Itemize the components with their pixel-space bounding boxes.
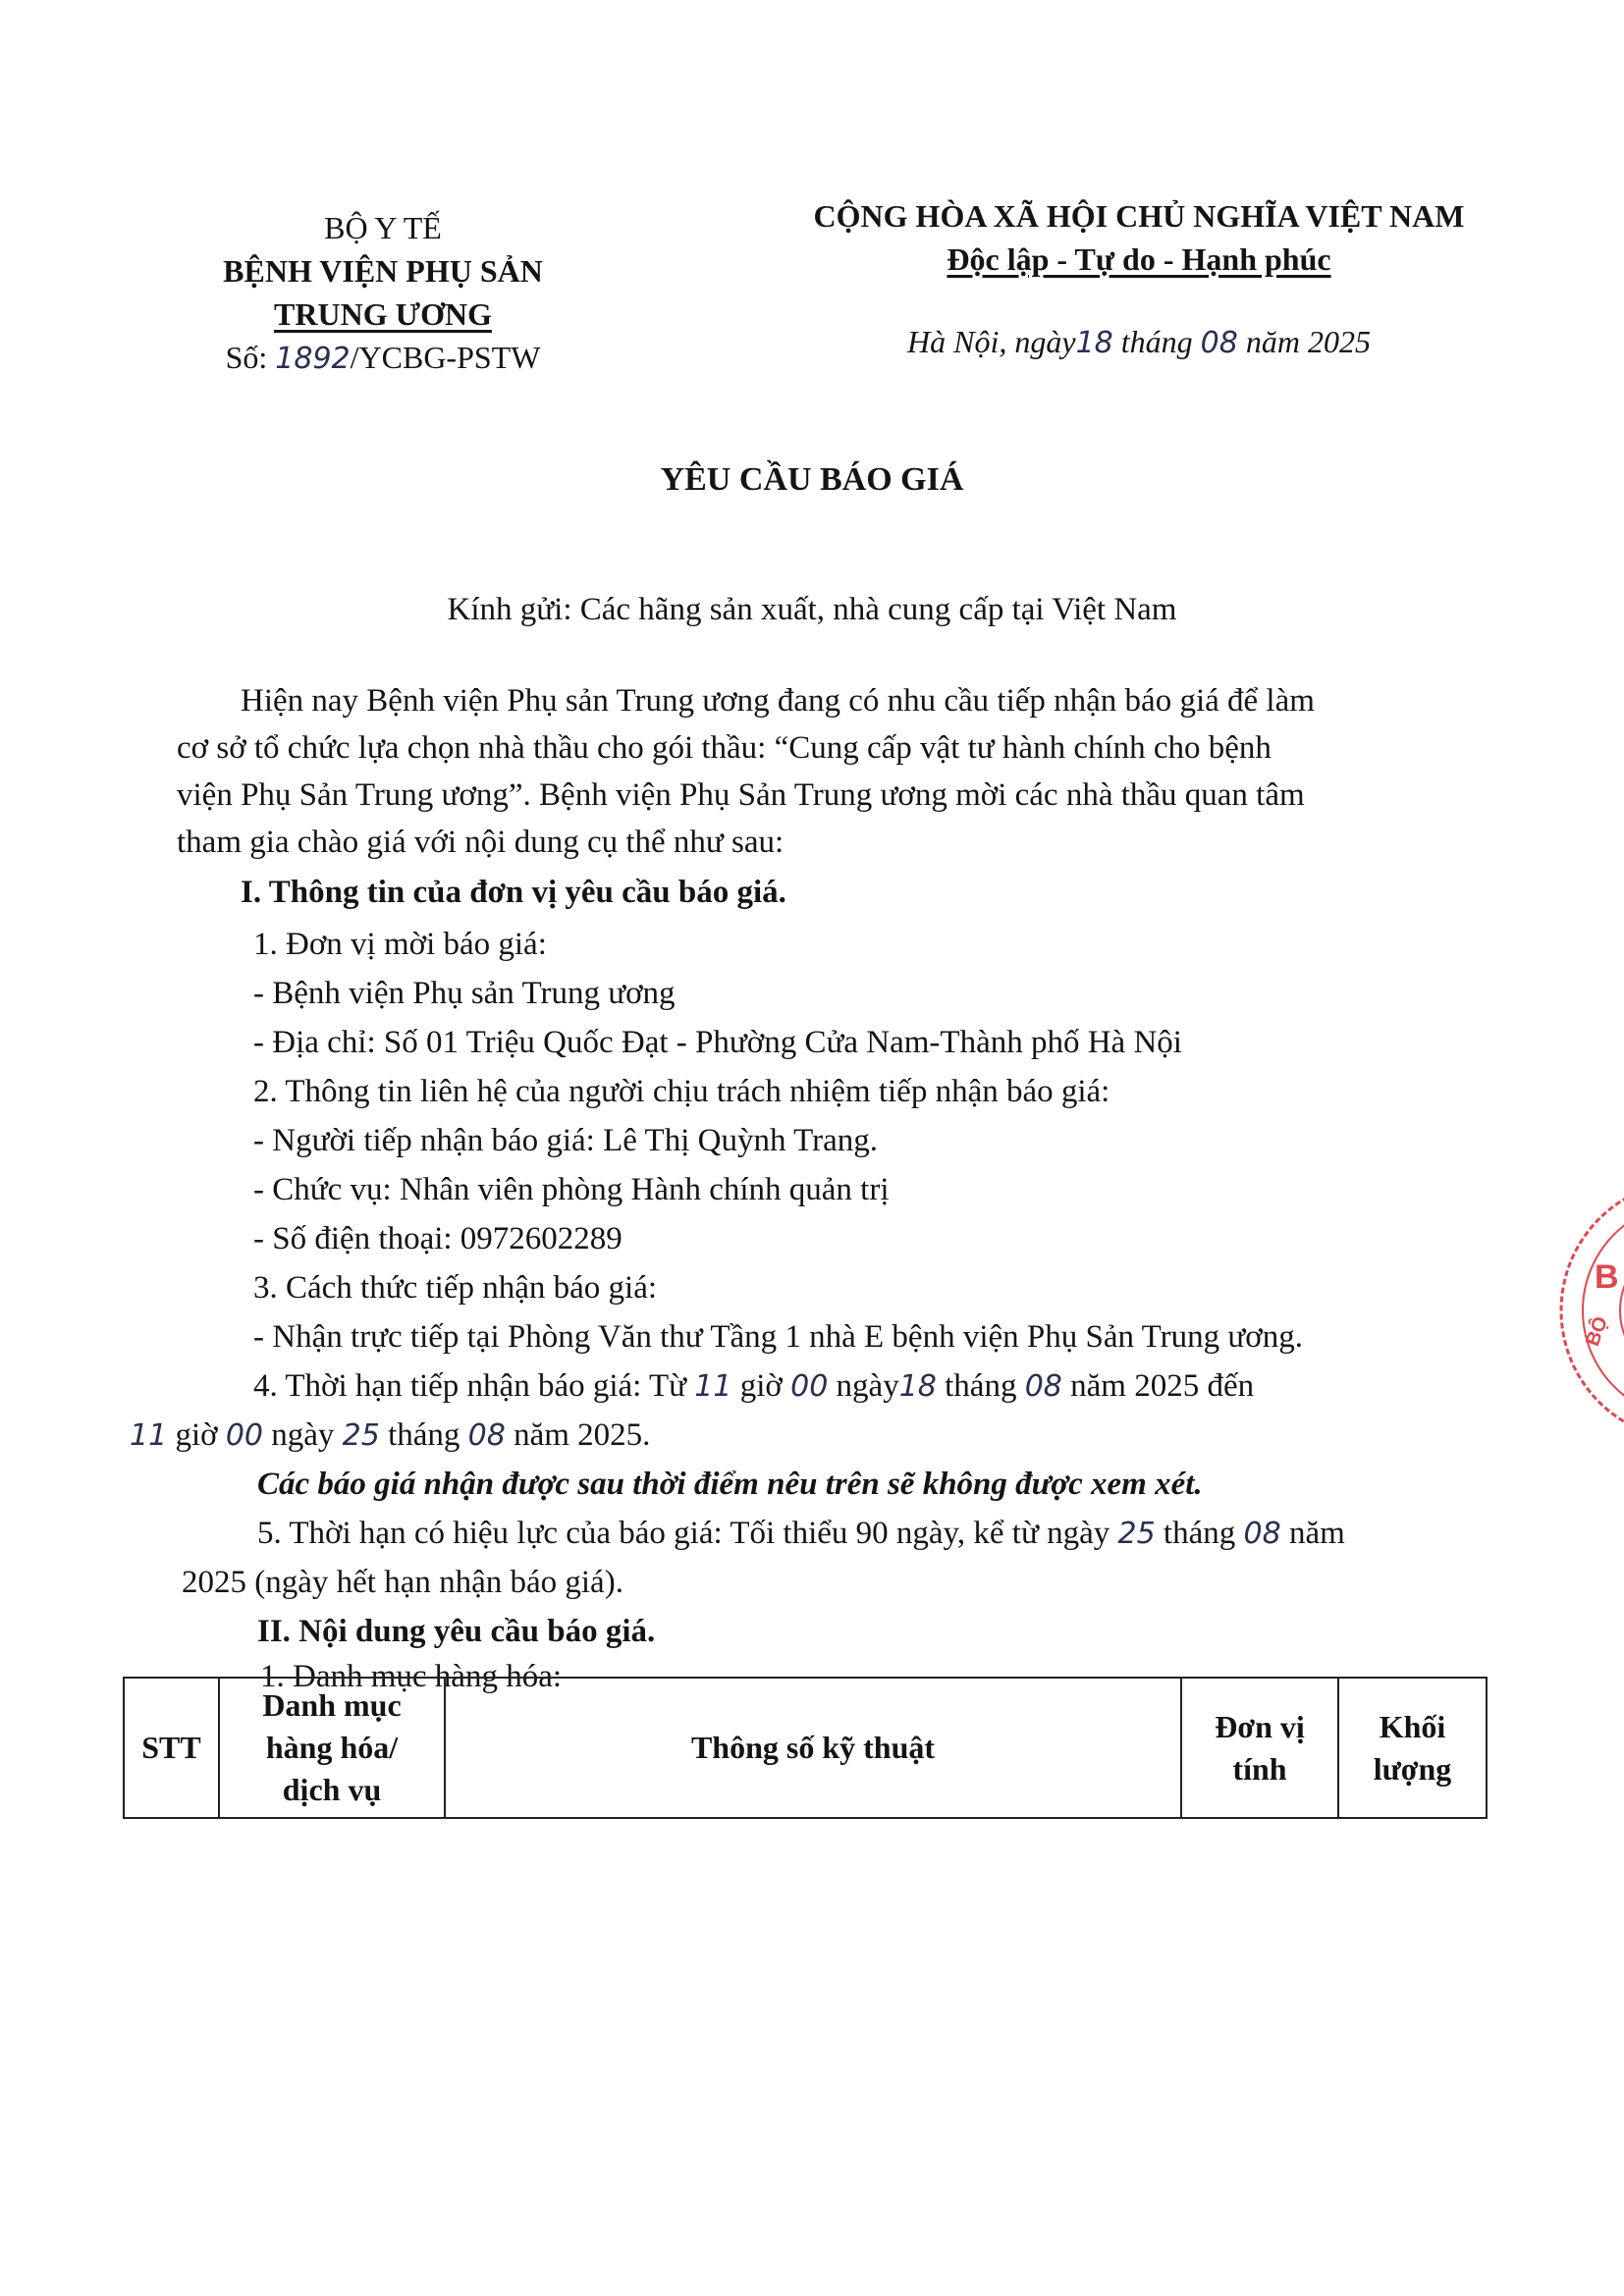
handwritten-day: 18: [1075, 326, 1113, 360]
country-name: CỘNG HÒA XÃ HỘI CHỦ NGHĨA VIỆT NAM: [813, 198, 1465, 234]
goods-table-header: [123, 1677, 1488, 1819]
section-1-line: - Số điện thoại: 0972602289: [253, 1221, 623, 1256]
handwritten-month: 08: [1200, 326, 1238, 360]
intro-line-2: cơ sở tổ chức lựa chọn nhà thầu cho gói thầu: “Cung cấp vật tư hành chính cho bệnh: [177, 730, 1272, 766]
document-title: YÊU CẦU BÁO GIÁ: [660, 461, 964, 498]
table-header-quantity: Khối lượng: [1373, 1708, 1452, 1787]
red-seal-stamp: [1543, 1178, 1624, 1443]
validity-line-2: 2025 (ngày hết hạn nhận báo giá).: [182, 1565, 623, 1600]
section-1-line: 1. Đơn vị mời báo giá:: [253, 927, 547, 962]
late-submission-note: Các báo giá nhận được sau thời điểm nêu trên sẽ không được xem xét.: [257, 1467, 1203, 1502]
table-header-spec: Thông số kỹ thuật: [446, 1679, 1182, 1817]
table-header-unit: Đơn vị tính: [1182, 1679, 1339, 1817]
handwritten-hour: 11: [694, 1369, 732, 1404]
handwritten-month: 08: [1024, 1369, 1062, 1404]
document-date: Hà Nội, ngày18 tháng 08 năm 2025: [907, 324, 1371, 360]
section-1-line: - Nhận trực tiếp tại Phòng Văn thư Tầng 1 nhà E bệnh viện Phụ Sản Trung ương.: [253, 1319, 1303, 1355]
hospital-name-line2: TRUNG ƯƠNG: [274, 296, 492, 332]
table-header-stt: STT: [125, 1679, 220, 1817]
handwritten-month: 08: [1243, 1517, 1281, 1551]
stamp-letter: B: [1595, 1258, 1619, 1296]
section-1-heading: I. Thông tin của đơn vị yêu cầu báo giá.: [241, 875, 786, 910]
section-1-line: 2. Thông tin liên hệ của người chịu trách nhiệm tiếp nhận báo giá:: [253, 1074, 1110, 1109]
intro-line-3: viện Phụ Sản Trung ương”. Bệnh viện Phụ Sản Trung ương mời các nhà thầu quan tâm: [177, 777, 1305, 813]
section-1-line: - Người tiếp nhận báo giá: Lê Thị Quỳnh Trang.: [253, 1123, 878, 1158]
handwritten-day: 25: [342, 1418, 380, 1453]
intro-line-4: tham gia chào giá với nội dung cụ thể như sau:: [177, 825, 785, 860]
handwritten-minute: 00: [225, 1418, 263, 1453]
header-left: [167, 206, 599, 381]
validity-line-1: 5. Thời hạn có hiệu lực của báo giá: Tối thiểu 90 ngày, kể từ ngày 25 tháng 08 năm: [257, 1516, 1345, 1551]
hospital-name-line1: BỆNH VIỆN PHỤ SẢN: [223, 253, 543, 289]
section-1-line: - Bệnh viện Phụ sản Trung ương: [253, 976, 676, 1011]
document-number: Số: 1892/YCBG-PSTW: [225, 340, 541, 376]
handwritten-day: 18: [898, 1369, 937, 1404]
header-right: [776, 194, 1502, 365]
stamp-arc-text: BỘ: [1582, 1313, 1612, 1350]
table-header-goods: Danh mục hàng hóa/ dịch vụ: [220, 1679, 446, 1817]
section-2-item-1: 1. Danh mục hàng hóa:: [260, 1659, 563, 1694]
ministry-name: BỘ Y TẾ: [324, 210, 442, 245]
section-1-line: - Địa chỉ: Số 01 Triệu Quốc Đạt - Phường Cửa Nam-Thành phố Hà Nội: [253, 1025, 1182, 1060]
handwritten-hour: 11: [130, 1418, 168, 1453]
section-1-line: - Chức vụ: Nhân viên phòng Hành chính quản trị: [253, 1172, 890, 1207]
deadline-line-2: 11 giờ 00 ngày 25 tháng 08 năm 2025.: [130, 1417, 651, 1453]
handwritten-day: 25: [1117, 1517, 1156, 1551]
deadline-line-1: 4. Thời hạn tiếp nhận báo giá: Từ 11 giờ 00 ngày18 tháng 08 năm 2025 đến: [253, 1368, 1255, 1404]
section-1-line: 3. Cách thức tiếp nhận báo giá:: [253, 1270, 658, 1306]
intro-line-1: Hiện nay Bệnh viện Phụ sản Trung ương đang có nhu cầu tiếp nhận báo giá để làm: [241, 683, 1315, 719]
handwritten-minute: 00: [790, 1369, 829, 1404]
national-motto: Độc lập - Tự do - Hạnh phúc: [947, 241, 1331, 277]
section-2-heading: II. Nội dung yêu cầu báo giá.: [257, 1614, 656, 1649]
handwritten-month: 08: [467, 1418, 506, 1453]
recipient-line: Kính gửi: Các hãng sản xuất, nhà cung cấp tại Việt Nam: [447, 592, 1177, 627]
handwritten-number: 1892: [275, 342, 351, 376]
